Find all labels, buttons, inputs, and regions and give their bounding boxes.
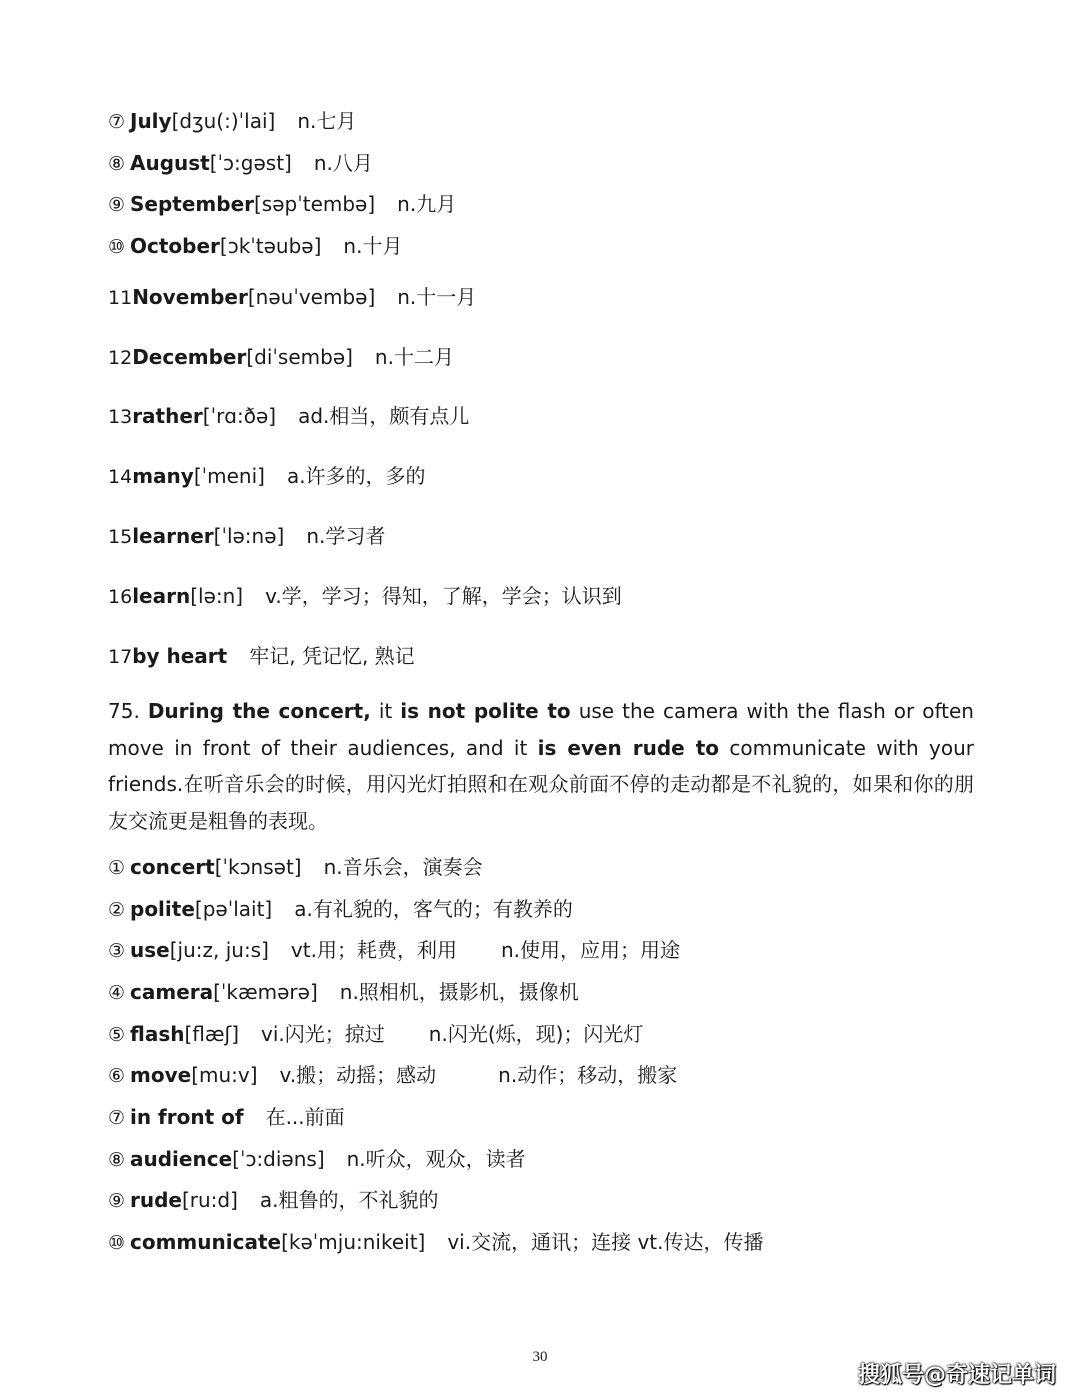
entry-word: use bbox=[130, 938, 170, 962]
vocab-entry bbox=[108, 106, 356, 136]
entry-phonetic: [ru:d] bbox=[181, 1188, 238, 1212]
entry-definition: 在...前面 bbox=[265, 1105, 345, 1129]
watermark: 搜狐号@奇速记单词 bbox=[857, 1363, 1056, 1388]
entry-phonetic: [ɔkˈtəubə] bbox=[219, 234, 322, 258]
entry-phonetic: [ˈkæmərə] bbox=[213, 980, 318, 1004]
vocab-entry bbox=[108, 641, 415, 671]
entry-word: in front of bbox=[130, 1105, 244, 1129]
entry-phonetic: [mu:v] bbox=[191, 1063, 258, 1087]
entry-definition: v.搬；动摇；感动 bbox=[279, 1063, 437, 1087]
entry-phonetic: [pəˈlait] bbox=[194, 897, 273, 921]
entry-number: ⑥ bbox=[108, 1065, 126, 1087]
vocab-entry bbox=[108, 148, 373, 178]
entry-word: concert bbox=[130, 855, 215, 879]
entry-number: 12 bbox=[108, 347, 133, 369]
entry-number: 14 bbox=[108, 466, 133, 488]
entry-definition-secondary: n.动作；移动，搬家 bbox=[498, 1063, 678, 1087]
entry-phonetic: [ˈɔ:diəns] bbox=[232, 1147, 325, 1171]
entry-number: ③ bbox=[108, 940, 126, 962]
entry-phonetic: [flæʃ] bbox=[184, 1022, 240, 1046]
entry-word: communicate bbox=[130, 1230, 282, 1254]
entry-definition-secondary: n.闪光(烁，现)；闪光灯 bbox=[428, 1022, 644, 1046]
entry-definition: n.十二月 bbox=[374, 345, 454, 369]
entry-number: ⑧ bbox=[108, 1149, 126, 1171]
entry-number: ⑨ bbox=[108, 194, 126, 216]
vocab-entry bbox=[108, 282, 476, 312]
entry-word: September bbox=[130, 192, 254, 216]
entry-number: ⑨ bbox=[108, 1190, 126, 1212]
entry-phonetic: [ˈmeni] bbox=[193, 464, 265, 488]
entry-definition: n.十一月 bbox=[397, 285, 477, 309]
entry-definition: a.有礼貌的，客气的；有教养的 bbox=[294, 897, 573, 921]
sentence-bold: During the concert, bbox=[147, 699, 371, 723]
entry-phonetic: [ˈkɔnsət] bbox=[214, 855, 302, 879]
vocab-entry bbox=[108, 189, 456, 219]
vocab-entry bbox=[108, 342, 454, 372]
entry-definition: n.学习者 bbox=[306, 524, 386, 548]
vocab-entry bbox=[108, 521, 385, 551]
sentence-text: it bbox=[370, 699, 401, 723]
entry-definition: n.照相机，摄影机，摄像机 bbox=[339, 980, 579, 1004]
entry-number: ④ bbox=[108, 982, 126, 1004]
vocab-entry bbox=[108, 1227, 764, 1257]
entry-definition: n.十月 bbox=[343, 234, 403, 258]
sentence-text: use the camera with the flash or often move in front of their audiences, and it bbox=[108, 699, 974, 760]
page-number: 30 bbox=[532, 1349, 548, 1365]
entry-number: ⑦ bbox=[108, 111, 126, 133]
entry-definition: 牢记, 凭记忆, 熟记 bbox=[249, 644, 415, 668]
vocab-entry bbox=[108, 977, 579, 1007]
entry-phonetic: [ˈrɑ:ðə] bbox=[202, 404, 277, 428]
entry-definition: n.九月 bbox=[397, 192, 457, 216]
vocab-entry bbox=[108, 231, 402, 261]
entry-definition: vi.闪光；掠过 bbox=[261, 1022, 385, 1046]
entry-definition-secondary: n.使用，应用；用途 bbox=[500, 938, 680, 962]
entry-phonetic: [lə:n] bbox=[190, 584, 244, 608]
entry-number: ⑩ bbox=[108, 1232, 126, 1254]
entry-word: polite bbox=[130, 897, 195, 921]
vocab-entry bbox=[108, 1144, 526, 1174]
entry-number: ② bbox=[108, 899, 126, 921]
entry-number: ⑧ bbox=[108, 153, 126, 175]
entry-word: move bbox=[130, 1063, 192, 1087]
entry-word: rather bbox=[132, 404, 203, 428]
entry-phonetic: [ˈɔ:gəst] bbox=[209, 151, 292, 175]
entry-word: August bbox=[130, 151, 210, 175]
entry-word: many bbox=[132, 464, 194, 488]
entry-phonetic: [nəuˈvembə] bbox=[247, 285, 376, 309]
entry-number: 11 bbox=[108, 287, 133, 309]
vocab-entry bbox=[108, 461, 426, 491]
entry-definition: a.许多的，多的 bbox=[286, 464, 426, 488]
vocab-entry bbox=[108, 1019, 643, 1049]
entry-number: 15 bbox=[108, 526, 133, 548]
entry-definition: n.八月 bbox=[313, 151, 373, 175]
entry-word: flash bbox=[130, 1022, 185, 1046]
entry-number: 13 bbox=[108, 406, 133, 428]
entry-word: audience bbox=[130, 1147, 233, 1171]
entry-word: camera bbox=[130, 980, 214, 1004]
entry-definition: n.音乐会，演奏会 bbox=[323, 855, 483, 879]
vocab-entry bbox=[108, 401, 469, 431]
entry-word: learn bbox=[132, 584, 191, 608]
sentence-text: 75. bbox=[108, 699, 148, 723]
entry-phonetic: [səpˈtembə] bbox=[254, 192, 376, 216]
entry-number: ⑦ bbox=[108, 1107, 126, 1129]
entry-phonetic: [dʒu(:)ˈlai] bbox=[171, 109, 276, 133]
entry-phonetic: [ju:z, ju:s] bbox=[169, 938, 269, 962]
vocab-entry bbox=[108, 894, 573, 924]
entry-word: July bbox=[130, 109, 172, 133]
entry-word: November bbox=[132, 285, 248, 309]
vocab-entry bbox=[108, 1102, 345, 1132]
entry-definition: vt.用；耗费，利用 bbox=[290, 938, 457, 962]
vocab-entry bbox=[108, 1060, 677, 1090]
entry-definition: n.听众，观众，读者 bbox=[346, 1147, 526, 1171]
vocab-entry bbox=[108, 935, 680, 965]
entry-phonetic: [ˈlə:nə] bbox=[213, 524, 285, 548]
vocab-entry bbox=[108, 1185, 439, 1215]
entry-word: October bbox=[130, 234, 220, 258]
entry-word: learner bbox=[132, 524, 214, 548]
entry-word: rude bbox=[130, 1188, 182, 1212]
vocab-entry bbox=[108, 581, 622, 611]
entry-number: 17 bbox=[108, 646, 133, 668]
entry-definition: vi.交流，通讯；连接 vt.传达，传播 bbox=[447, 1230, 764, 1254]
vocab-entry bbox=[108, 852, 483, 882]
entry-number: 16 bbox=[108, 586, 133, 608]
sentence-bold: is not polite to bbox=[400, 699, 571, 723]
example-sentence bbox=[108, 693, 974, 839]
entry-phonetic: [kəˈmju:nikeit] bbox=[281, 1230, 426, 1254]
entry-definition: v.学，学习；得知，了解，学会；认识到 bbox=[265, 584, 622, 608]
entry-number: ⑤ bbox=[108, 1024, 126, 1046]
entry-word: December bbox=[132, 345, 247, 369]
sentence-text: communicate with your friends.在听音乐会的时候，用闪光灯拍照和在观众前面不停的走动都是不礼貌的，如果和你的朋友交流更是粗鲁的表现。 bbox=[108, 735, 974, 833]
entry-definition: a.粗鲁的，不礼貌的 bbox=[259, 1188, 439, 1212]
entry-number: ① bbox=[108, 857, 126, 879]
entry-phonetic: [diˈsembə] bbox=[246, 345, 353, 369]
sentence-bold: is even rude to bbox=[537, 735, 720, 760]
entry-word: by heart bbox=[132, 644, 228, 668]
entry-definition: n.七月 bbox=[297, 109, 357, 133]
entry-number: ⑩ bbox=[108, 236, 126, 258]
entry-definition: ad.相当，颇有点儿 bbox=[298, 404, 470, 428]
